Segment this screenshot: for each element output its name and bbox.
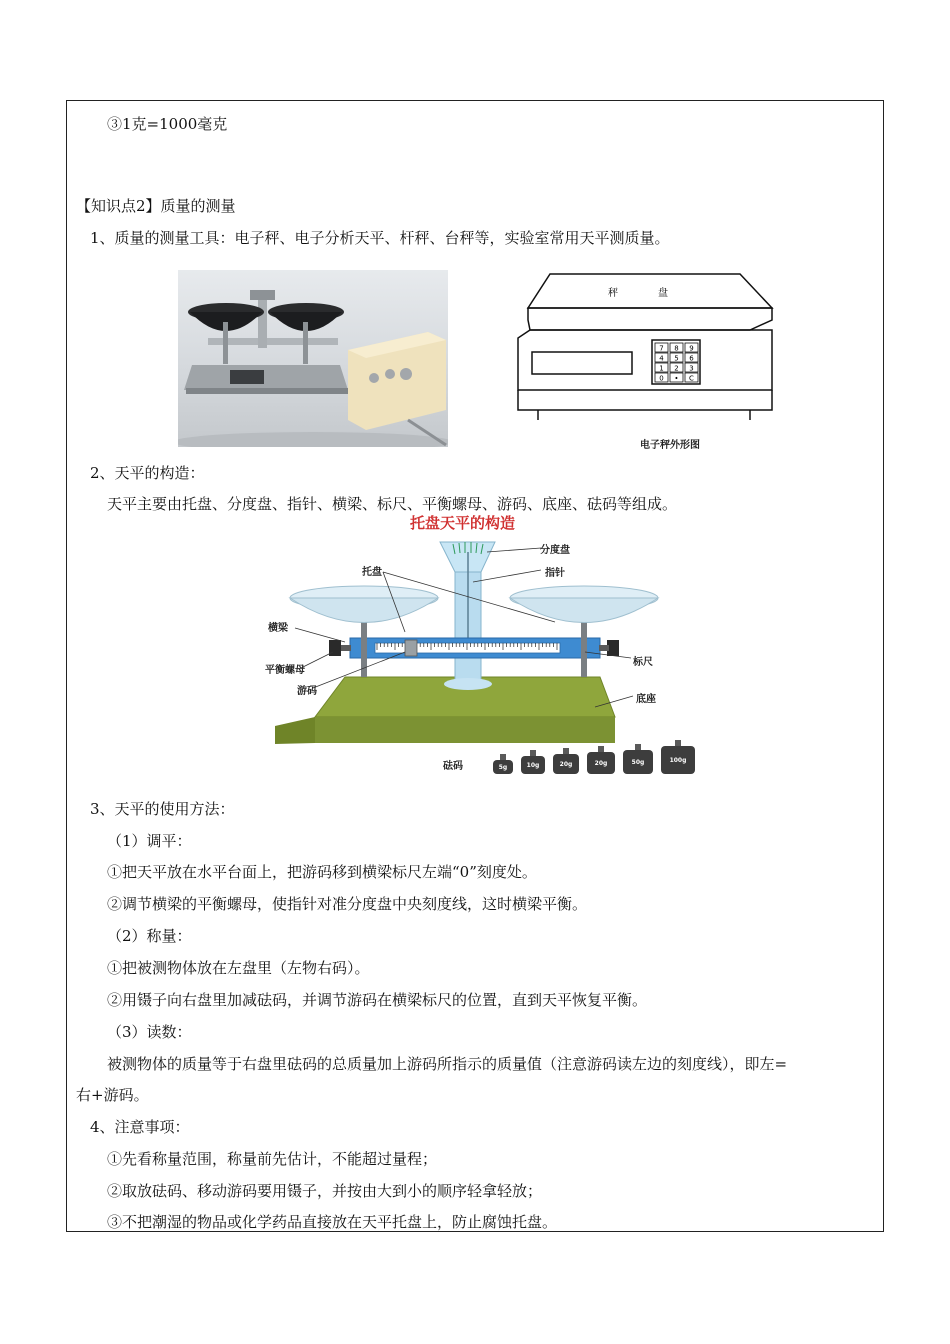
reading-heading: （3）读数：	[107, 1023, 192, 1041]
keypad-key-label: 8	[674, 344, 679, 353]
label-weights: 砝码	[443, 761, 463, 772]
weight-label: 20g	[559, 761, 573, 768]
scale-label-left: 秤	[608, 288, 618, 299]
weight-knob	[500, 754, 506, 760]
weight-knob	[563, 748, 569, 754]
label-beam: 横梁	[268, 623, 288, 634]
diagram-title: 托盘天平的构造	[410, 514, 516, 532]
weighing-step-2: ②用镊子向右盘里加减砝码，并调节游码在横梁标尺的位置，直到天平恢复平衡。	[107, 991, 648, 1009]
weight-label: 5g	[498, 764, 508, 771]
label-ruler: 标尺	[633, 657, 653, 668]
balance-structure-diagram	[255, 512, 705, 782]
usage-heading: 3、天平的使用方法：	[90, 800, 235, 818]
balance-structure-heading: 2、天平的构造：	[90, 464, 205, 482]
balance-photo	[178, 270, 448, 447]
balance-components-text: 天平主要由托盘、分度盘、指针、横梁、标尺、平衡螺母、游码、底座、砝码等组成。	[107, 495, 678, 513]
leveling-step-1: ①把天平放在水平台面上，把游码移到横梁标尺左端“0”刻度处。	[107, 863, 537, 881]
keypad-key-label: 5	[674, 354, 679, 363]
keypad-key-label: 0	[659, 374, 664, 383]
notes-heading: 4、注意事项：	[90, 1118, 190, 1136]
mass-unit-line: ③1克=1000毫克	[107, 115, 228, 133]
weight-label: 10g	[526, 762, 540, 769]
keypad-key-label: 1	[659, 364, 664, 373]
reading-text: 被测物体的质量等于右盘里砝码的总质量加上游码所指示的质量值（注意游码读左边的刻度线），即左=	[107, 1055, 788, 1073]
note-3: ③不把潮湿的物品或化学药品直接放在天平托盘上，防止腐蚀托盘。	[107, 1213, 558, 1231]
label-base: 底座	[636, 694, 656, 705]
note-2: ②取放砝码、移动游码要用镊子，并按由大到小的顺序轻拿轻放；	[107, 1182, 543, 1200]
keypad-key-label: •	[674, 374, 679, 383]
weight-knob	[598, 746, 604, 752]
leveling-heading: （1）调平：	[107, 832, 192, 850]
weight-label: 50g	[631, 759, 645, 766]
note-1: ①先看称量范围，称量前先估计，不能超过量程；	[107, 1150, 438, 1168]
label-pointer: 指针	[545, 568, 565, 579]
label-nut: 平衡螺母	[265, 665, 305, 676]
weight-label: 100g	[669, 757, 687, 764]
keypad-key-label: 3	[689, 364, 694, 373]
leveling-step-2: ②调节横梁的平衡螺母，使指针对准分度盘中央刻度线，这时横梁平衡。	[107, 895, 588, 913]
keypad-key-label: 7	[659, 344, 664, 353]
weight-knob	[530, 750, 536, 756]
scale-label-right: 盘	[658, 288, 668, 299]
label-pan: 托盘	[362, 567, 382, 578]
section-heading: 【知识点2】质量的测量	[76, 197, 236, 215]
weight-knob	[675, 740, 681, 746]
keypad-key-label: 6	[689, 354, 694, 363]
balance-photo-drawing	[178, 270, 448, 447]
measuring-tools-text: 1、质量的测量工具：电子秤、电子分析天平、杆秤、台秤等，实验室常用天平测质量。	[90, 229, 670, 247]
label-dial: 分度盘	[540, 545, 570, 556]
weighing-step-1: ①把被测物体放在左盘里（左物右码）。	[107, 959, 370, 977]
keypad-key-label: 9	[689, 344, 694, 353]
keypad-key-label: 2	[674, 364, 679, 373]
keypad-key-label: C	[689, 374, 694, 383]
weight-label: 20g	[594, 760, 608, 767]
keypad-key-label: 4	[659, 354, 664, 363]
weight-knob	[635, 744, 641, 750]
reading-text-cont: 右+游码。	[76, 1086, 149, 1104]
electronic-scale-drawing	[510, 270, 778, 455]
scale-keypad	[655, 343, 698, 383]
scale-caption: 电子秤外形图	[640, 440, 700, 451]
label-rider: 游码	[297, 686, 317, 697]
weights-set	[493, 740, 695, 774]
weighing-heading: （2）称量：	[107, 927, 192, 945]
